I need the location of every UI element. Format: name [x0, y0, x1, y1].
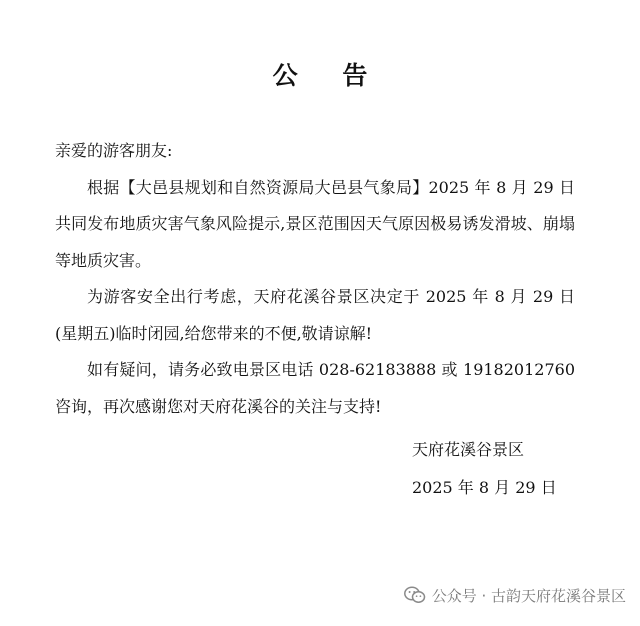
paragraph-closure: 为游客安全出行考虑，天府花溪谷景区决定于 2025 年 8 月 29 日(星期五)临时闭园,给您带来的不便,敬请谅解!	[55, 287, 575, 343]
notice-body	[55, 133, 575, 425]
paragraph-geo-warning: 根据【大邑县规划和自然资源局大邑县气象局】2025 年 8 月 29 日共同发布地质灾害气象风险提示,景区范围因天气原因极易诱发滑坡、崩塌等地质灾害。	[55, 177, 575, 270]
signature-org: 天府花溪谷景区	[412, 440, 525, 459]
greeting: 亲爱的游客朋友:	[55, 141, 173, 160]
signature-date: 2025 年 8 月 29 日	[412, 478, 557, 497]
wechat-icon	[404, 586, 426, 604]
notice-title: 公 告	[272, 61, 386, 90]
paragraph-contact: 如有疑问，请务必致电景区电话 028-62183888 或 19182012760 咨询，再次感谢您对天府花溪谷的关注与支持!	[55, 360, 575, 416]
watermark-text: 公众号 · 古韵天府花溪谷景区	[431, 586, 626, 605]
wechat-watermark	[404, 583, 626, 607]
